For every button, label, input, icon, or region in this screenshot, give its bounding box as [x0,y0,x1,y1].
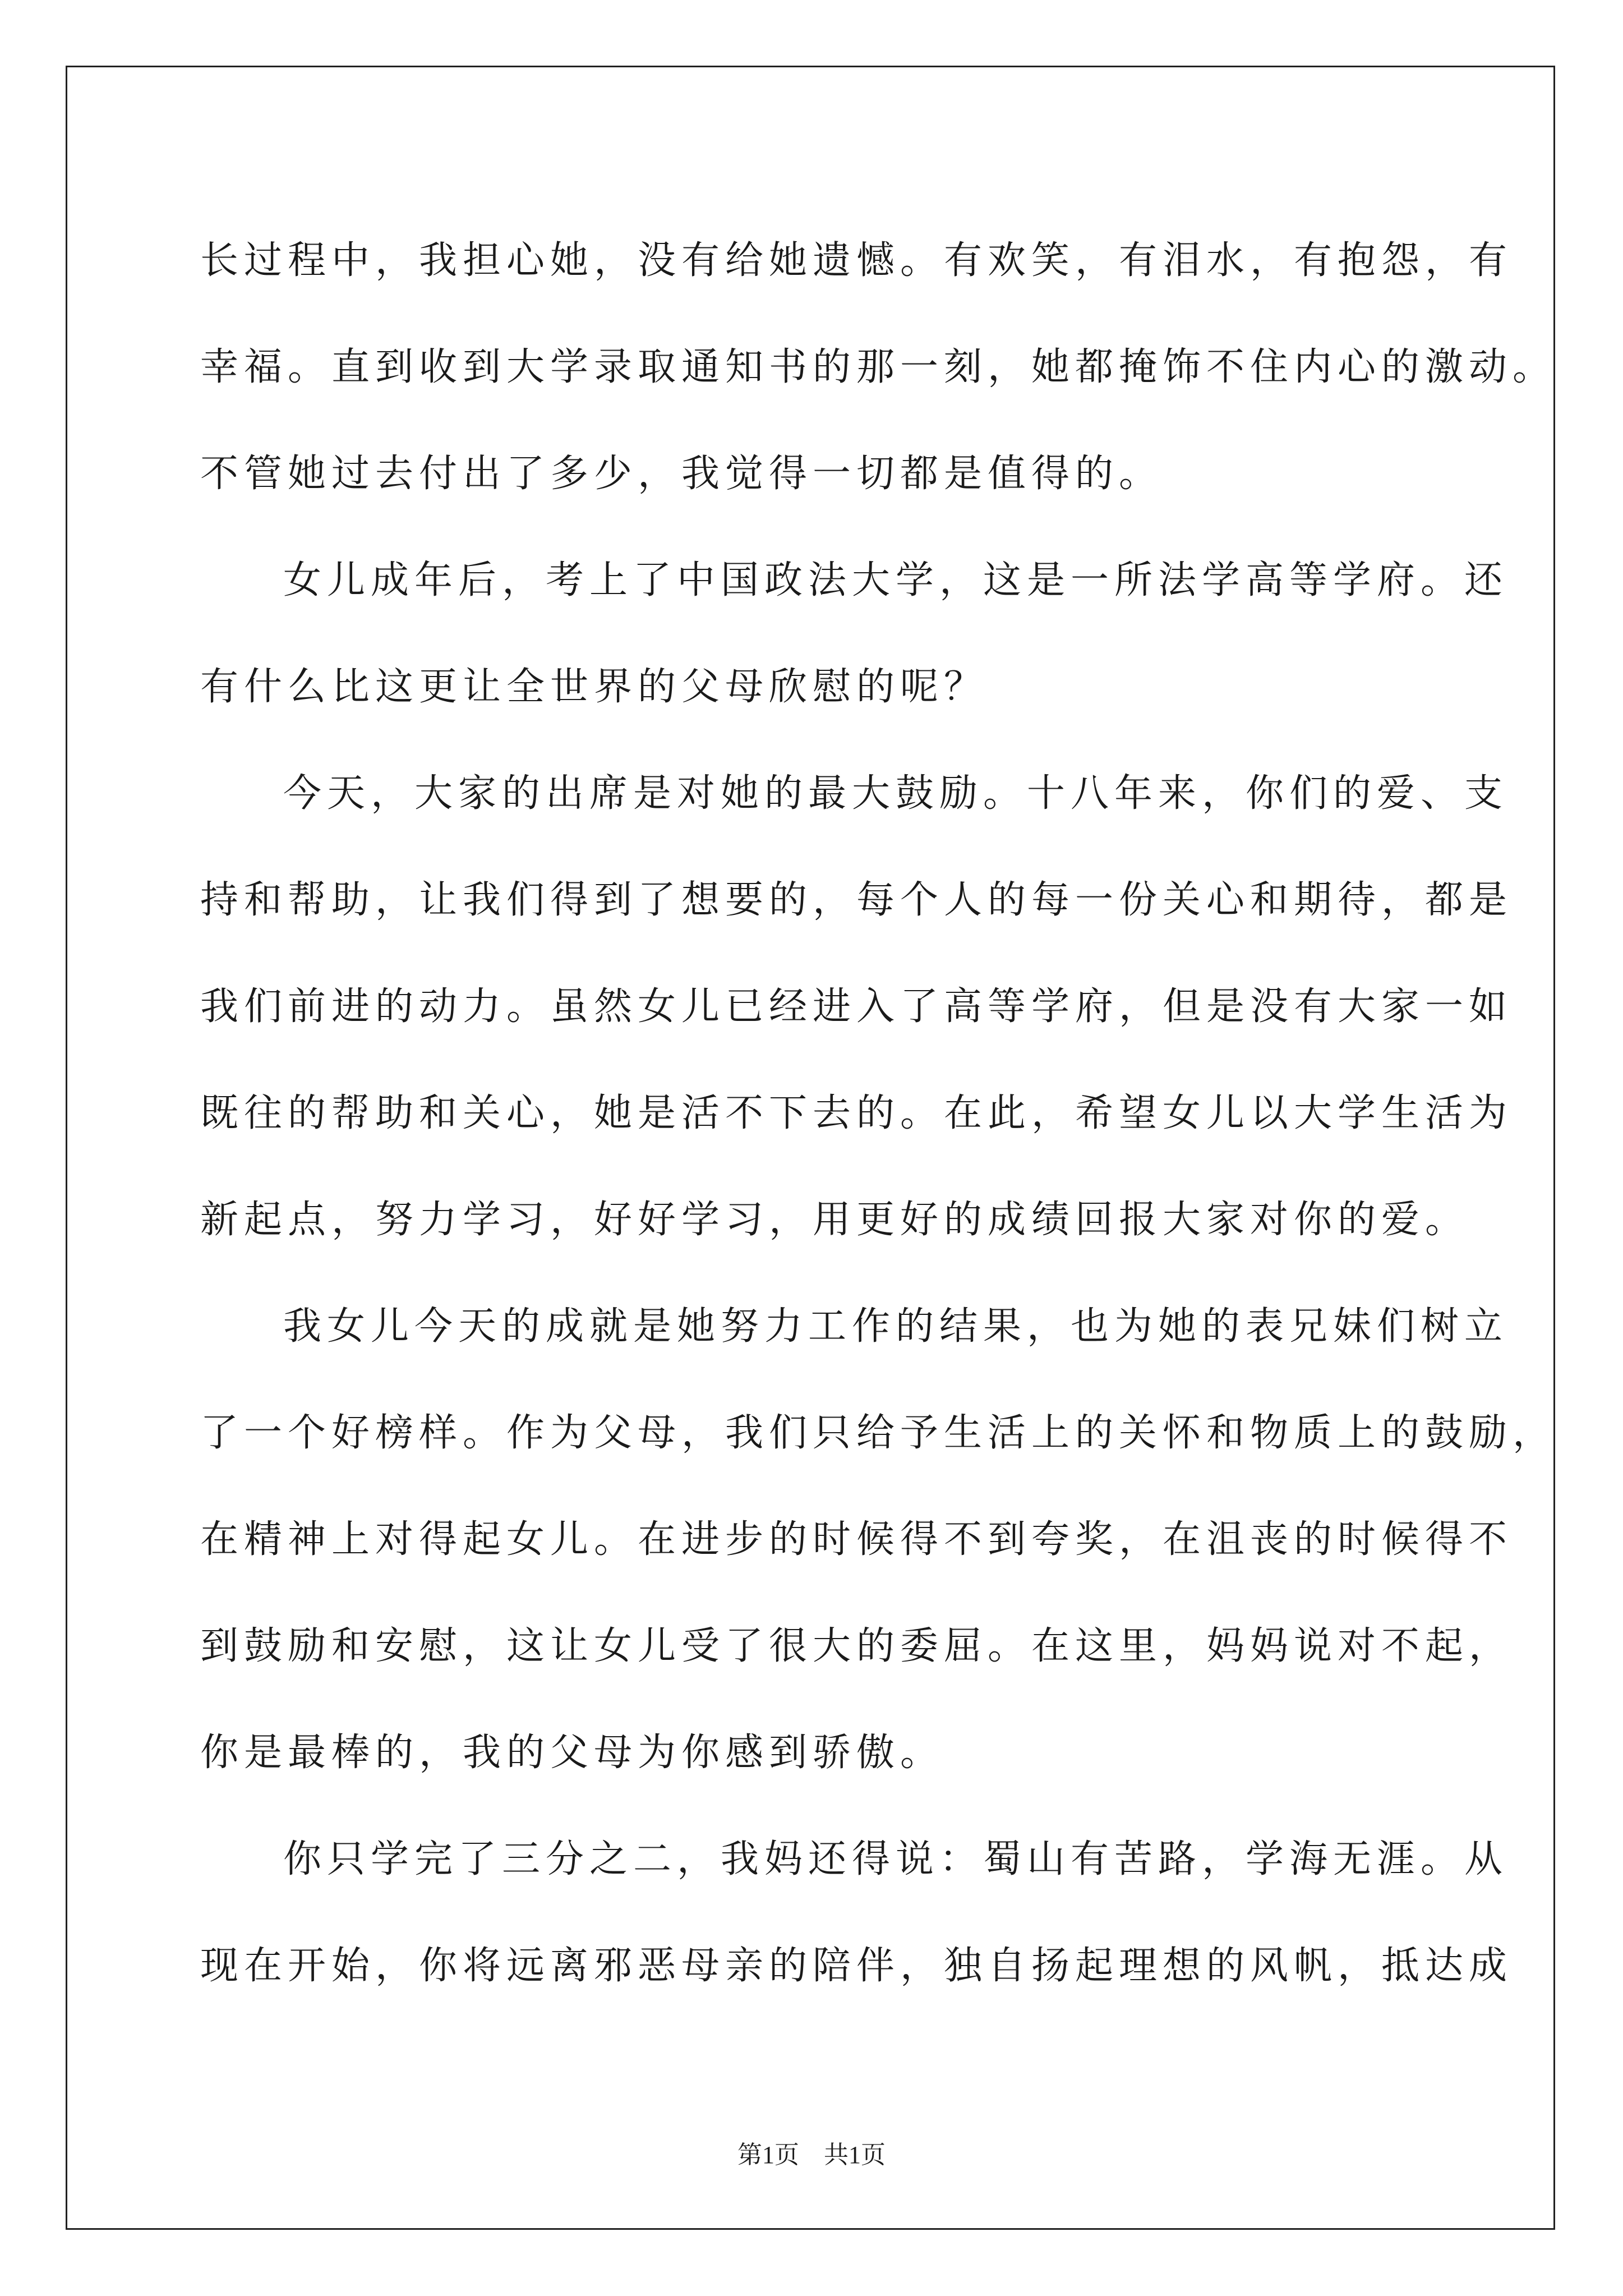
text-line: 在精神上对得起女儿。在进步的时候得不到夸奖，在沮丧的时候得不 [200,1517,1513,1562]
text-line: 新起点，努力学习，好好学习，用更好的成绩回报大家对你的爱。 [200,1198,1469,1242]
text-line: 了一个好榜样。作为父母，我们只给予生活上的关怀和物质上的鼓励， [200,1411,1557,1455]
paragraph-3 [200,740,1513,1273]
text-line: 我女儿今天的成就是她努力工作的结果，也为她的表兄妹们树立 [283,1304,1509,1349]
text-line: 长过程中，我担心她，没有给她遗憾。有欢笑，有泪水，有抱怨，有 [200,238,1513,283]
document-body [200,208,1557,2019]
text-line: 你是最棒的，我的父母为你感到骄傲。 [200,1731,944,1775]
text-line: 现在开始，你将远离邪恶母亲的陪伴，独自扬起理想的风帆，抵达成 [200,1944,1513,1988]
text-line: 你只学完了三分之二，我妈还得说：蜀山有苦路，学海无涯。从 [283,1837,1509,1881]
paragraph-4 [200,1273,1557,1806]
paragraph-5 [200,1806,1513,2019]
text-line: 今天，大家的出席是对她的最大鼓励。十八年来，你们的爱、支 [283,771,1509,816]
text-line: 幸福。直到收到大学录取通知书的那一刻，她都掩饰不住内心的激动。 [200,345,1557,389]
text-line: 女儿成年后，考上了中国政法大学，这是一所法学高等学府。还 [283,558,1509,602]
text-line: 既往的帮助和关心，她是活不下去的。在此，希望女儿以大学生活为 [200,1091,1513,1135]
text-line: 不管她过去付出了多少，我觉得一切都是值得的。 [200,452,1163,496]
paragraph-2 [200,527,1509,740]
text-line: 有什么比这更让全世界的父母欣慰的呢？ [200,665,988,709]
text-line: 我们前进的动力。虽然女儿已经进入了高等学府，但是没有大家一如 [200,984,1513,1029]
text-line: 到鼓励和安慰，这让女儿受了很大的委屈。在这里，妈妈说对不起， [200,1624,1513,1668]
text-line: 持和帮助，让我们得到了想要的，每个人的每一份关心和期待，都是 [200,878,1513,922]
page-footer: 第1页 共1页 [737,2141,886,2169]
paragraph-1 [200,208,1557,527]
